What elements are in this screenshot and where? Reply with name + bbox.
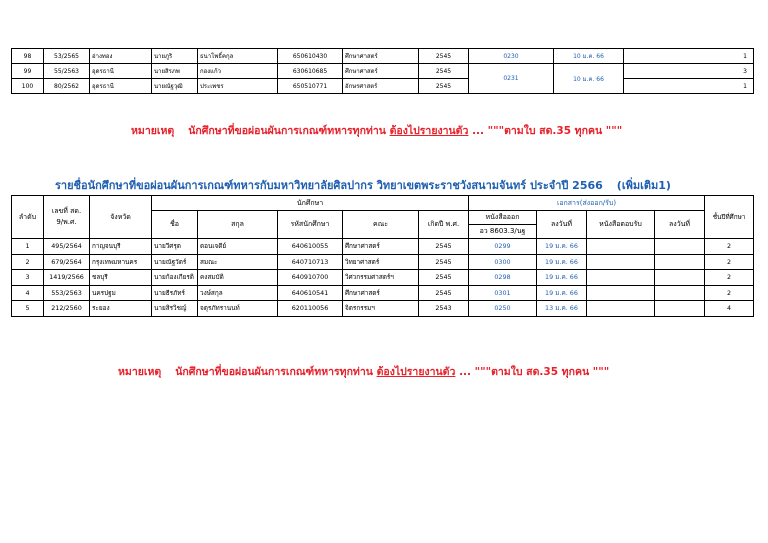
header-year: ชั้นปีที่ศึกษา	[705, 196, 754, 239]
cell-last-name: จตุรภัทรานนท์	[198, 301, 278, 317]
cell-code: 640610541	[278, 285, 343, 301]
header-docs-group: เอกสาร(ส่งออก/รับ)	[469, 196, 705, 211]
note-underlined: ต้องไปรายงานตัว	[376, 366, 456, 378]
cell-student-id: 55/2563	[44, 64, 90, 79]
cell-no: 5	[12, 301, 44, 317]
table-row	[12, 270, 754, 286]
cell-date: 13 ม.ค. 66	[537, 301, 587, 317]
title-main: รายชื่อนักศึกษาที่ขอผ่อนผันการเกณฑ์ทหารกับมหาวิทยาลัยศิลปากร วิทยาเขตพระราชวังสนามจันทร์ ประจำปี 2566	[55, 179, 603, 192]
page-title	[55, 176, 671, 194]
header-row	[12, 196, 754, 211]
cell-birth: 2545	[419, 270, 469, 286]
cell-reply-date	[655, 239, 705, 255]
cell-reply-date	[655, 270, 705, 286]
table-previous-list	[11, 48, 754, 94]
cell-doc: 0298	[469, 270, 537, 286]
cell-year: 4	[705, 301, 754, 317]
header-last: สกุล	[198, 211, 278, 239]
header-reply: หนังสือตอบรับ	[587, 211, 655, 239]
cell-sd: 495/2564	[44, 239, 90, 255]
header-birth: เกิดปี พ.ศ.	[419, 211, 469, 239]
header-no: ลำดับ	[12, 196, 44, 239]
cell-faculty: วิทยาศาสตร์	[343, 254, 419, 270]
note-remark	[118, 363, 609, 380]
cell-code: 640710713	[278, 254, 343, 270]
cell-province: ระยอง	[90, 301, 152, 317]
cell-faculty: วิศวกรรมศาสตร์ฯ	[343, 270, 419, 286]
note-underlined: ต้องไปรายงานตัว	[389, 125, 469, 137]
cell-province: อ่างทอง	[90, 49, 152, 64]
note-suffix: ... """ตามใบ สด.35 ทุกคน """	[459, 366, 610, 378]
cell-last-name: คงสมบัติ	[198, 270, 278, 286]
header-province: จังหวัด	[90, 196, 152, 239]
cell-date: 19 ม.ค. 66	[537, 254, 587, 270]
cell-no: 100	[12, 79, 44, 94]
cell-faculty: ศึกษาศาสตร์	[343, 285, 419, 301]
cell-year: 3	[624, 64, 754, 79]
cell-sd: 679/2564	[44, 254, 90, 270]
note-prefix: หมายเหตุ	[118, 366, 162, 378]
cell-student-id: 80/2562	[44, 79, 90, 94]
cell-date: 19 ม.ค. 66	[537, 270, 587, 286]
cell-sd: 1419/2566	[44, 270, 90, 286]
cell-year: 1	[624, 49, 754, 64]
cell-last-name: ตอนเจดีย์	[198, 239, 278, 255]
cell-no: 3	[12, 270, 44, 286]
cell-first-name: นายภูริ	[152, 49, 198, 64]
cell-reply	[587, 239, 655, 255]
cell-reply-date	[655, 301, 705, 317]
header-out-line1: หนังสือออก	[469, 211, 537, 225]
cell-province: อุดรธานี	[90, 64, 152, 79]
cell-birth: 2543	[419, 301, 469, 317]
note-text: นักศึกษาที่ขอผ่อนผันการเกณฑ์ทหารทุกท่าน	[175, 366, 373, 378]
cell-birth: 2545	[419, 239, 469, 255]
cell-birth: 2545	[419, 254, 469, 270]
cell-faculty: ศึกษาศาสตร์	[343, 49, 419, 64]
cell-reply	[587, 254, 655, 270]
header-code: รหัสนักศึกษา	[278, 211, 343, 239]
cell-birth: 2545	[419, 285, 469, 301]
cell-no: 4	[12, 285, 44, 301]
cell-first-name: นายณัฐวุฒิ	[152, 79, 198, 94]
cell-year: 2	[705, 254, 754, 270]
cell-year: 1	[624, 79, 754, 94]
cell-date: 19 ม.ค. 66	[537, 239, 587, 255]
cell-last-name: วงษ์สกุล	[198, 285, 278, 301]
cell-date: 10 ม.ค. 66	[554, 64, 624, 94]
cell-student-id: 53/2565	[44, 49, 90, 64]
cell-reply-date	[655, 254, 705, 270]
cell-province: กาญจนบุรี	[90, 239, 152, 255]
table-row	[12, 64, 754, 79]
cell-first-name: นายสิรวิชญ์	[152, 301, 198, 317]
note-text: นักศึกษาที่ขอผ่อนผันการเกณฑ์ทหารทุกท่าน	[188, 125, 386, 137]
cell-sd: 212/2560	[44, 301, 90, 317]
note-remark	[131, 122, 622, 139]
table-row	[12, 301, 754, 317]
cell-doc: 0231	[469, 64, 554, 94]
cell-year: 2	[705, 270, 754, 286]
cell-code: 650610430	[278, 49, 343, 64]
header-reply-date: ลงวันที่	[655, 211, 705, 239]
header-sd-line2: 9/พ.ศ.	[56, 218, 77, 226]
cell-no: 98	[12, 49, 44, 64]
cell-province: อุดรธานี	[90, 79, 152, 94]
header-date: ลงวันที่	[537, 211, 587, 239]
cell-code: 620110056	[278, 301, 343, 317]
cell-no: 1	[12, 239, 44, 255]
header-sd-no	[44, 196, 90, 239]
cell-date: 19 ม.ค. 66	[537, 285, 587, 301]
cell-code: 630610685	[278, 64, 343, 79]
cell-doc: 0230	[469, 49, 554, 64]
cell-first-name: นายวีศรุต	[152, 239, 198, 255]
cell-first-name: นายก้องเกียรติ	[152, 270, 198, 286]
cell-reply	[587, 285, 655, 301]
cell-faculty: ศึกษาศาสตร์	[343, 239, 419, 255]
table-row	[12, 254, 754, 270]
header-faculty: คณะ	[343, 211, 419, 239]
note-suffix: ... """ตามใบ สด.35 ทุกคน """	[472, 125, 623, 137]
cell-last-name: สมณะ	[198, 254, 278, 270]
cell-first-name: นายธีรภัทร์	[152, 285, 198, 301]
header-out-line2: อว 8603.3/นฐ	[469, 225, 537, 239]
cell-birth: 2545	[419, 79, 469, 94]
cell-date: 10 ม.ค. 66	[554, 49, 624, 64]
cell-reply	[587, 270, 655, 286]
note-prefix: หมายเหตุ	[131, 125, 175, 137]
cell-last-name: กองแก้ว	[198, 64, 278, 79]
header-sd-line1: เลขที่ สด.	[51, 207, 82, 215]
cell-year: 2	[705, 285, 754, 301]
cell-birth: 2545	[419, 64, 469, 79]
cell-sd: 553/2563	[44, 285, 90, 301]
cell-code: 650510771	[278, 79, 343, 94]
table-additional-list	[11, 195, 754, 317]
cell-code: 640610055	[278, 239, 343, 255]
cell-first-name: นายสิรภพ	[152, 64, 198, 79]
table-row	[12, 79, 754, 94]
cell-faculty: อักษรศาสตร์	[343, 79, 419, 94]
cell-faculty: จิตรกรรมฯ	[343, 301, 419, 317]
cell-no: 2	[12, 254, 44, 270]
table-row	[12, 49, 754, 64]
header-first: ชื่อ	[152, 211, 198, 239]
cell-last-name: ธนาโพธิ์คกุล	[198, 49, 278, 64]
title-extra: (เพิ่มเติม1)	[616, 179, 671, 192]
cell-province: กรุงเทพมหานคร	[90, 254, 152, 270]
cell-doc: 0299	[469, 239, 537, 255]
cell-no: 99	[12, 64, 44, 79]
cell-doc: 0250	[469, 301, 537, 317]
cell-doc: 0300	[469, 254, 537, 270]
cell-reply-date	[655, 285, 705, 301]
header-student-group: นักศึกษา	[152, 196, 469, 211]
table-row	[12, 239, 754, 255]
cell-last-name: ประเพชร	[198, 79, 278, 94]
cell-code: 640910700	[278, 270, 343, 286]
cell-birth: 2545	[419, 49, 469, 64]
cell-first-name: นายณัฐวัตร์	[152, 254, 198, 270]
cell-year: 2	[705, 239, 754, 255]
cell-doc: 0301	[469, 285, 537, 301]
cell-province: นครปฐม	[90, 285, 152, 301]
table-row	[12, 285, 754, 301]
cell-province: ชลบุรี	[90, 270, 152, 286]
cell-reply	[587, 301, 655, 317]
cell-faculty: ศึกษาศาสตร์	[343, 64, 419, 79]
